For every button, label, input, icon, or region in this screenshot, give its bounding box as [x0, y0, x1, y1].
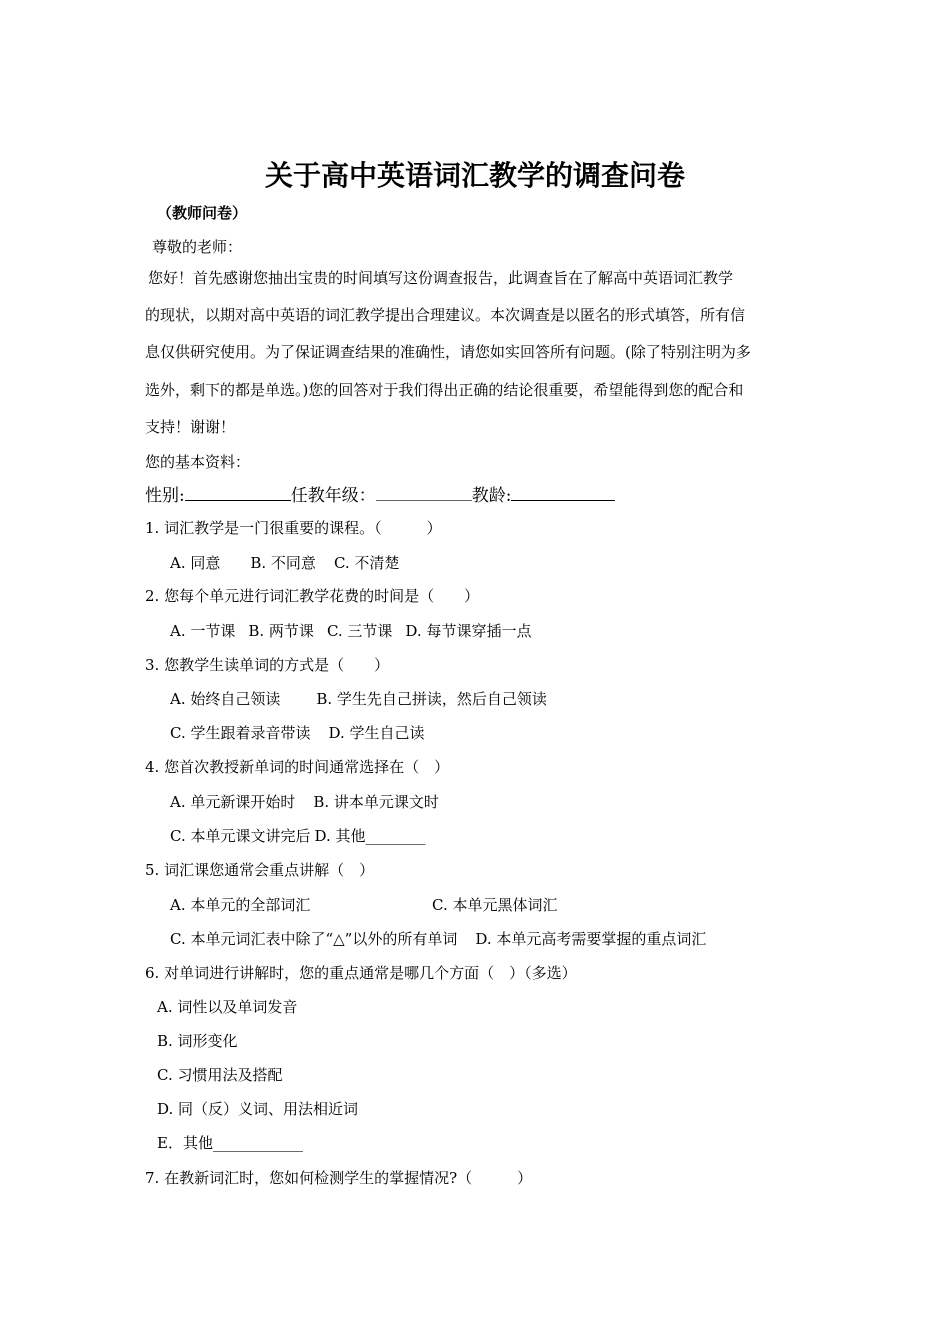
question-7: 7. 在教新词汇时，您如何检测学生的掌握情况?（ ）: [145, 1169, 533, 1187]
option[interactable]: B. 不同意: [250, 554, 316, 572]
option[interactable]: A. 同意: [170, 554, 221, 572]
option[interactable]: C. 本单元词汇表中除了“△”以外的所有单词: [170, 930, 458, 948]
option[interactable]: B. 讲本单元课文时: [313, 793, 439, 811]
q2-options: [170, 621, 531, 641]
option[interactable]: B. 两节课: [248, 622, 314, 640]
grade-label: 任教年级：: [290, 486, 376, 506]
grade-blank[interactable]: [376, 484, 472, 501]
gender-blank[interactable]: [185, 484, 291, 501]
basic-info-label: 您的基本资料：: [145, 453, 251, 471]
option[interactable]: C. 三节课: [326, 622, 393, 640]
q1-options: [170, 553, 399, 573]
q6-option-e[interactable]: E．其他____________: [157, 1134, 303, 1152]
option[interactable]: B. 学生先自己拼读，然后自己领读: [316, 690, 547, 708]
question-5: 5. 词汇课您通常会重点讲解（ ）: [145, 861, 375, 879]
intro-line-3: 息仅供研究使用。为了保证调查结果的准确性，请您如实回答所有问题。(除了特别注明为多: [145, 343, 751, 361]
intro-line-2: 的现状，以期对高中英语的词汇教学提出合理建议。本次调查是以匿名的形式填答，所有信: [145, 306, 746, 324]
q3-options-row-1: [170, 689, 547, 709]
option[interactable]: C. 学生跟着录音带读: [170, 724, 311, 742]
years-label: 教龄:: [471, 486, 512, 506]
q5-option-c[interactable]: C. 本单元黑体词汇: [432, 896, 558, 914]
intro-line-5: 支持！谢谢！: [145, 418, 236, 436]
salutation: 尊敬的老师：: [152, 238, 243, 256]
years-blank[interactable]: [511, 484, 615, 501]
option[interactable]: A. 一节课: [170, 622, 236, 640]
document-title: 关于高中英语词汇教学的调查问卷: [264, 159, 685, 192]
option[interactable]: C. 不清楚: [333, 554, 400, 572]
option[interactable]: A. 单元新课开始时: [170, 793, 296, 811]
option[interactable]: A. 始终自己领读: [170, 690, 281, 708]
q5-options-row-1: [170, 895, 310, 915]
basic-info-fields: [145, 484, 615, 506]
q4-options-row-2: [170, 826, 426, 846]
option[interactable]: D. 学生自己读: [328, 724, 425, 742]
q4-options-row-1: [170, 792, 439, 812]
question-4: 4. 您首次教授新单词的时间通常选择在（ ）: [145, 758, 450, 776]
q6-option-a[interactable]: A. 词性以及单词发音: [157, 998, 298, 1016]
q6-option-c[interactable]: C. 习惯用法及搭配: [157, 1066, 283, 1084]
q6-option-b[interactable]: B. 词形变化: [157, 1032, 238, 1050]
subtitle: （教师问卷）: [157, 204, 248, 222]
q6-option-d[interactable]: D. 同（反）义词、用法相近词: [157, 1100, 359, 1118]
option[interactable]: D. 本单元高考需要掌握的重点词汇: [475, 930, 707, 948]
q3-options-row-2: [170, 723, 425, 743]
gender-label: 性别:: [145, 486, 185, 506]
option[interactable]: D. 每节课穿插一点: [405, 622, 532, 640]
option[interactable]: C. 本单元课文讲完后: [170, 827, 311, 845]
intro-line-4: 选外，剩下的都是单选。)您的回答对于我们得出正确的结论很重要，希望能得到您的配合和: [145, 381, 744, 399]
question-6: 6. 对单词进行讲解时，您的重点通常是哪几个方面（ ）（多选）: [145, 964, 577, 982]
question-3: 3. 您教学生读单词的方式是（ ）: [145, 656, 390, 674]
option[interactable]: A. 本单元的全部词汇: [170, 896, 311, 914]
intro-line-1: 您好！首先感谢您抽出宝贵的时间填写这份调查报告，此调查旨在了解高中英语词汇教学: [148, 269, 734, 287]
q5-options-row-2: [170, 929, 706, 949]
question-1: 1. 词汇教学是一门很重要的课程。（ ）: [145, 519, 442, 537]
option[interactable]: D. 其他________: [314, 827, 426, 845]
question-2: 2. 您每个单元进行词汇教学花费的时间是（ ）: [145, 587, 480, 605]
